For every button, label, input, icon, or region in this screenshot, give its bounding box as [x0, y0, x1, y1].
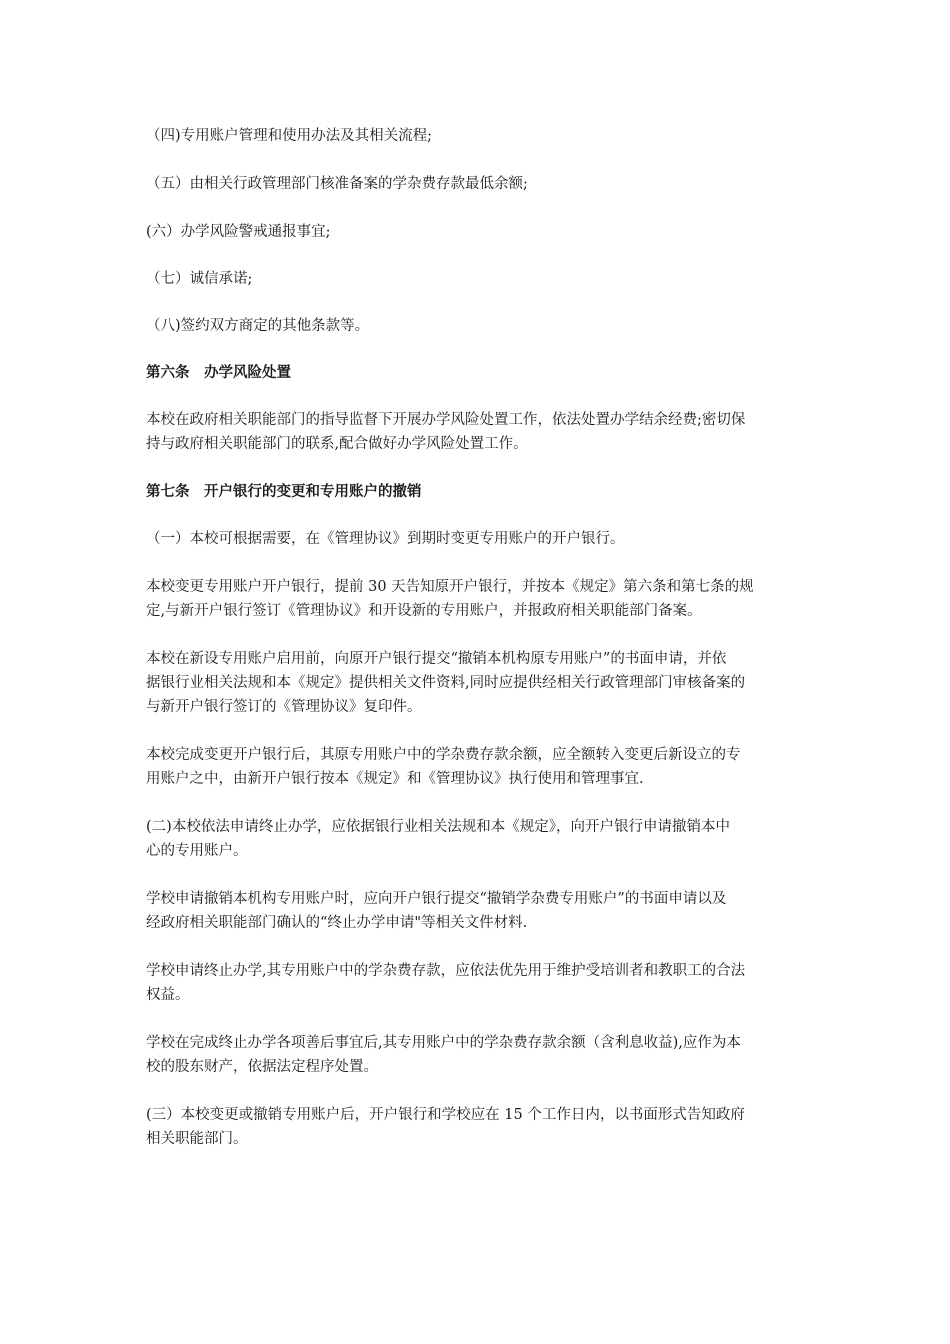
article-6-heading — [146, 361, 810, 385]
text-line: (六）办学风险警戒通报事宜; — [146, 224, 331, 240]
article-7-para-close-application — [146, 887, 810, 935]
text-line: 校的股东财产，依据法定程序处置。 — [146, 1059, 378, 1075]
text-line: （五）由相关行政管理部门核准备案的学杂费存款最低余额; — [146, 176, 528, 192]
text-line: 定,与新开户银行签订《管理协议》和开设新的专用账户，并报政府相关职能部门备案。 — [146, 603, 702, 619]
text-line: 经政府相关职能部门确认的“终止办学申请"等相关文件材料. — [146, 915, 528, 931]
text-line: 心的专用账户。 — [146, 843, 248, 859]
text-line: （八)签约双方商定的其他条款等。 — [146, 318, 370, 334]
text-line: 学校申请终止办学,其专用账户中的学杂费存款，应依法优先用于维护受培训者和教职工的合法 — [146, 963, 746, 979]
article-7-para-balance-transfer — [146, 743, 810, 791]
article-7-item-2 — [146, 815, 810, 863]
article-7-para-remaining-balance — [146, 1031, 810, 1079]
article-7-para-new-account — [146, 647, 810, 719]
text-line: 学校申请撤销本机构专用账户时，应向开户银行提交“撤销学杂费专用账户”的书面申请以及 — [146, 891, 727, 907]
text-line: 本校完成变更开户银行后，其原专用账户中的学杂费存款余额，应全额转入变更后新设立的专 — [146, 747, 741, 763]
text-line: 与新开户银行签订的《管理协议》复印件。 — [146, 699, 422, 715]
text-line: (三）本校变更或撤销专用账户后，开户银行和学校应在 15 个工作日内，以书面形式告知政府 — [146, 1107, 745, 1123]
text-line: 本校在新设专用账户启用前，向原开户银行提交“撤销本机构原专用账户”的书面申请，并依 — [146, 651, 727, 667]
article-7-item-1 — [146, 527, 810, 551]
clause-item-4 — [146, 124, 810, 148]
article-7-heading — [146, 480, 810, 504]
article-6-body — [146, 408, 810, 456]
article-7-para-deposit-priority — [146, 959, 810, 1007]
heading-line: 第六条 办学风险处置 — [146, 365, 291, 381]
text-line: 本校在政府相关职能部门的指导监督下开展办学风险处置工作，依法处置办学结余经费;密切保 — [146, 412, 746, 428]
clause-item-5 — [146, 172, 810, 196]
article-7-item-3 — [146, 1103, 810, 1151]
text-line: （一）本校可根据需要，在《管理协议》到期时变更专用账户的开户银行。 — [146, 531, 625, 547]
heading-line: 第七条 开户银行的变更和专用账户的撤销 — [146, 484, 422, 500]
text-line: 权益。 — [146, 987, 190, 1003]
text-line: 本校变更专用账户开户银行，提前 30 天告知原开户银行，并按本《规定》第六条和第七条的规 — [146, 579, 754, 595]
text-line: 持与政府相关职能部门的联系,配合做好办学风险处置工作。 — [146, 436, 528, 452]
text-line: (二)本校依法申请终止办学，应依据银行业相关法规和本《规定》，向开户银行申请撤销本中 — [146, 819, 731, 835]
article-7-para-bank-change — [146, 575, 810, 623]
text-line: （四)专用账户管理和使用办法及其相关流程; — [146, 128, 433, 144]
text-line: （七）诚信承诺; — [146, 271, 253, 287]
text-line: 相关职能部门。 — [146, 1131, 248, 1147]
clause-item-7 — [146, 267, 810, 291]
text-line: 用账户之中，由新开户银行按本《规定》和《管理协议》执行使用和管理事宜. — [146, 771, 644, 787]
clause-item-8 — [146, 314, 810, 338]
text-line: 据银行业相关法规和本《规定》提供相关文件资料,同时应提供经相关行政管理部门审核备案的 — [146, 675, 746, 691]
clause-item-6 — [146, 220, 810, 244]
text-line: 学校在完成终止办学各项善后事宜后,其专用账户中的学杂费存款余额（含利息收益),应作为本 — [146, 1035, 741, 1051]
